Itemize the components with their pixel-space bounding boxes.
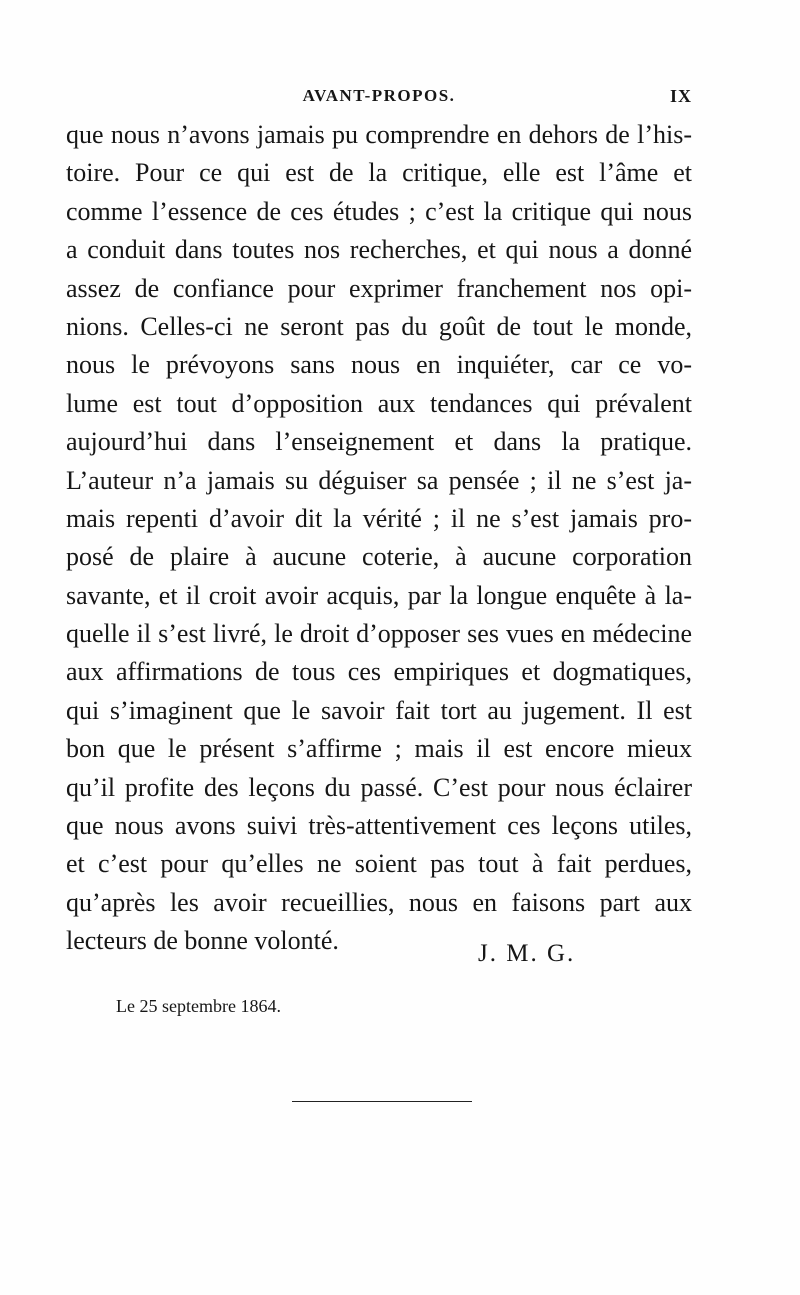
text-line: lecteurs de bonne volonté. <box>66 926 339 956</box>
text-line: nions. Celles-ci ne seront pas du goût de tout le monde, <box>66 311 692 341</box>
running-head <box>66 86 692 110</box>
text-line: qu’après les avoir recueillies, nous en faisons part aux <box>66 887 692 917</box>
text-line: a conduit dans toutes nos recherches, et qui nous a donné <box>66 235 692 265</box>
text-line: quelle il s’est livré, le droit d’opposer ses vues en médecine <box>66 619 692 649</box>
page-number: IX <box>669 86 692 106</box>
text-line: que nous avons suivi très-attentivement ces leçons utiles, <box>66 811 692 841</box>
text-line: que nous n’avons jamais pu comprendre en dehors de l’his- <box>66 120 692 149</box>
text-line: aujourd’hui dans l’enseignement et dans la pratique. <box>66 427 692 457</box>
text-line: comme l’essence de ces études ; c’est la critique qui nous <box>66 196 692 226</box>
dateline: Le 25 septembre 1864. <box>116 996 281 1016</box>
text-line: assez de confiance pour exprimer franchement nos opi- <box>66 273 692 303</box>
author-initials: J. M. G. <box>478 940 576 967</box>
text-line: nous le prévoyons sans nous en inquiéter, car ce vo- <box>66 350 692 380</box>
text-line: qui s’imaginent que le savoir fait tort au jugement. Il est <box>66 695 692 725</box>
text-line: mais repenti d’avoir dit la vérité ; il ne s’est jamais pro- <box>66 503 692 533</box>
text-line: qu’il profite des leçons du passé. C’est pour nous éclairer <box>66 772 692 802</box>
body-paragraph <box>66 116 692 961</box>
text-line: posé de plaire à aucune coterie, à aucune corporation <box>66 542 692 572</box>
running-title: AVANT-PROPOS. <box>302 86 456 105</box>
text-line: et c’est pour qu’elles ne soient pas tout à fait perdues, <box>66 849 692 879</box>
text-line: bon que le présent s’affirme ; mais il est encore mieux <box>66 734 692 764</box>
text-line: aux affirmations de tous ces empiriques et dogmatiques, <box>66 657 692 687</box>
closing-rule <box>292 1101 472 1102</box>
text-line: L’auteur n’a jamais su déguiser sa pensée ; il ne s’est ja- <box>66 465 692 495</box>
text-line: savante, et il croit avoir acquis, par la longue enquête à la- <box>66 580 692 610</box>
text-line: lume est tout d’opposition aux tendances qui prévalent <box>66 388 692 418</box>
text-line: toire. Pour ce qui est de la critique, elle est l’âme et <box>66 158 692 188</box>
